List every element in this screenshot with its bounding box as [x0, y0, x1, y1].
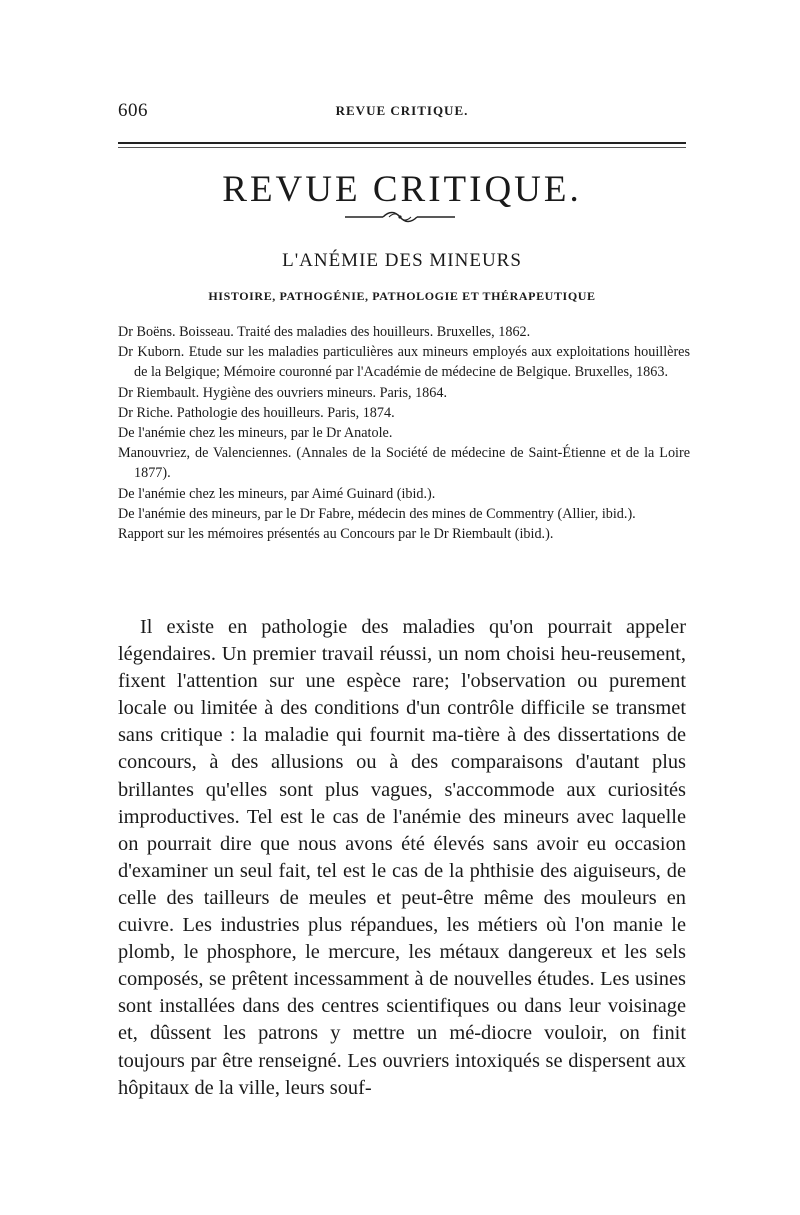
reference-item: Dr Riche. Pathologie des houilleurs. Paris, 1874. [118, 404, 395, 421]
reference-item: De l'anémie chez les mineurs, par le Dr Anatole. [118, 425, 393, 442]
header-rule-thin [118, 147, 686, 148]
body-text [118, 614, 686, 1102]
reference-item: De l'anémie des mineurs, par le Dr Fabre, médecin des mines de Commentry (Allier, ibid.). [118, 505, 636, 522]
reference-list [118, 322, 690, 544]
article-subtitle: HISTOIRE, PATHOGÉNIE, PATHOLOGIE ET THÉRAPEUTIQUE [208, 289, 596, 303]
reference-item: Dr Kuborn. Etude sur les maladies particulières aux mineurs employés aux exploitations houillères de la Belgique; Mémoire couronné par l'Académie de médecine de Belgique. Bruxelles, 1863. [118, 344, 690, 381]
reference-item: Manouvriez, de Valenciennes. (Annales de la Société de médecine de Saint-Étienne et de la Loire 1877). [118, 445, 690, 482]
header-rule [118, 142, 686, 144]
running-title: REVUE CRITIQUE. [335, 103, 469, 118]
reference-item: De l'anémie chez les mineurs, par Aimé Guinard (ibid.). [118, 485, 436, 502]
reference-item: Dr Riembault. Hygiène des ouvriers mineurs. Paris, 1864. [118, 384, 448, 401]
article-title: L'ANÉMIE DES MINEURS [282, 250, 522, 271]
running-head [118, 100, 686, 124]
reference-item: Rapport sur les mémoires présentés au Concours par le Dr Riembault (ibid.). [118, 526, 554, 543]
reference-item: Dr Boëns. Boisseau. Traité des maladies des houilleurs. Bruxelles, 1862. [118, 324, 531, 340]
ornament-flourish-icon [345, 210, 455, 224]
page-number: 606 [118, 100, 148, 121]
section-title: REVUE CRITIQUE. [222, 169, 582, 210]
body-paragraph: Il existe en pathologie des maladies qu'on pourrait appeler légendaires. Un premier travail réussi, un nom choisi heu-reusement, fixent l'attention sur une espèce rare; l'observation ou purement locale ou limitée à des conditions d'un contrôle difficile se transmet sans critique : la maladie qui fournit ma-tière à des dissertations de concours, à des allusions ou à des comparaisons d'autant plus brillantes qu'elles sont plus vagues, s'accommode aux curiosités improductives. Tel est le cas de l'anémie des mineurs avec laquelle on pourrait dire que nous avons été élevés sans avoir eu occasion d'examiner un seul fait, tel est le cas de la phthisie des aiguiseurs, de celle des tailleurs de meules et peut-être même des mouleurs en cuivre. Les industries plus répandues, les métiers où l'on manie le plomb, le phosphore, le mercure, les métaux dangereux et les sels composés, se prêtent incessamment à de nouvelles études. Les usines sont installées dans des centres scientifiques ou dans leur voisinage et, dûssent les patrons y mettre un mé-diocre vouloir, on finit toujours par être renseigné. Les ouvriers intoxiqués se dispersent aux hôpitaux de la ville, leurs souf- [118, 616, 686, 1099]
